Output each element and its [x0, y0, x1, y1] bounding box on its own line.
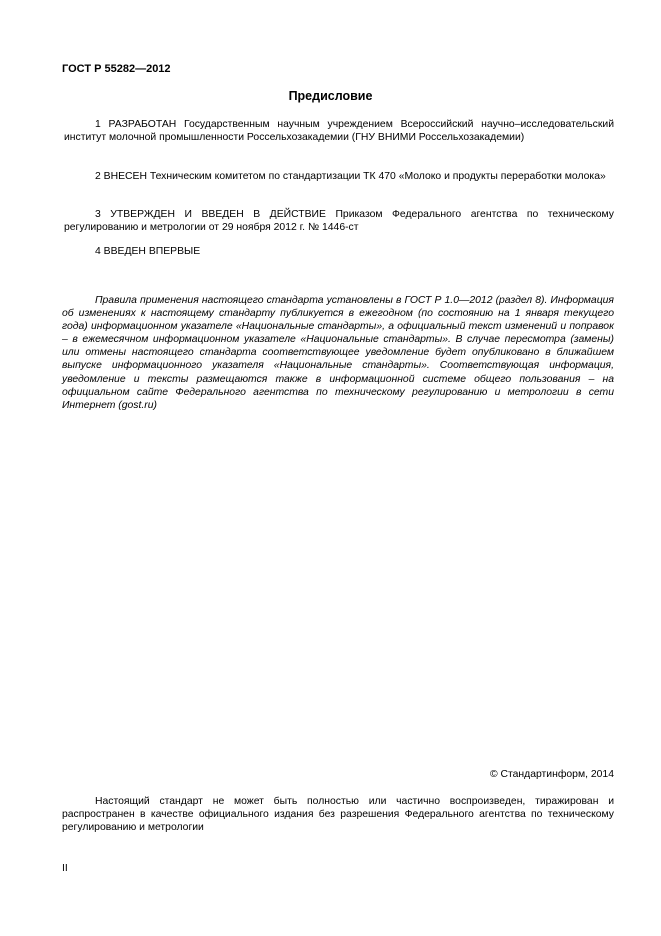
standard-application-notice — [62, 294, 614, 412]
copyright-line: © Стандартинформ, 2014 — [489, 769, 614, 780]
notice-text: Правила применения настоящего стандарта установлены в ГОСТ Р 1.0—2012 (раздел 8). Информация об изменениях к настоящему стандарту публикуется в ежегодном (по состоянию на 1 января текущего года) информационном указателе «Национальные стандарты», а официальный текст изменений и поправок – в ежемесячном информационном указателе «Национальные стандарты». В случае пересмотра (замены) или отмены настоящего стандарта соответствующее уведомление будет опубликовано в ближайшем выпуске информационного указателя «Национальные стандарты». Соответствующая информация, уведомление и тексты размещаются также в информационной системе общего пользования – на официальном сайте Федерального агентства по техническому регулированию и метрологии в сети Интернет (gost.ru) — [62, 295, 614, 411]
document-header-id: ГОСТ Р 55282—2012 — [62, 63, 171, 75]
page-number: II — [62, 863, 68, 874]
preface-item-2 — [64, 170, 614, 183]
preface-item-1-text: 1 РАЗРАБОТАН Государственным научным учреждением Всероссийский научно–исследовательский институт молочной промышленности Россельхозакадемии (ГНУ ВНИМИ Россельхозакадемии) — [64, 119, 614, 143]
reproduction-restriction-notice — [62, 795, 614, 834]
preface-item-3 — [64, 208, 614, 234]
page-title: Предисловие — [288, 89, 373, 103]
legal-text: Настоящий стандарт не может быть полностью или частично воспроизведен, тиражирован и распространен в качестве официального издания без разрешения Федерального агентства по техническому регулированию и метрологии — [62, 796, 614, 833]
preface-item-3-text: 3 УТВЕРЖДЕН И ВВЕДЕН В ДЕЙСТВИЕ Приказом Федерального агентства по техническому регулированию и метрологии от 29 ноября 2012 г. № 1446-ст — [64, 209, 614, 233]
preface-item-2-text: 2 ВНЕСЕН Техническим комитетом по стандартизации ТК 470 «Молоко и продукты переработки молока» — [95, 171, 606, 182]
preface-item-4-text: 4 ВВЕДЕН ВПЕРВЫЕ — [95, 246, 201, 257]
preface-item-4 — [64, 245, 614, 258]
preface-item-1 — [64, 118, 614, 144]
